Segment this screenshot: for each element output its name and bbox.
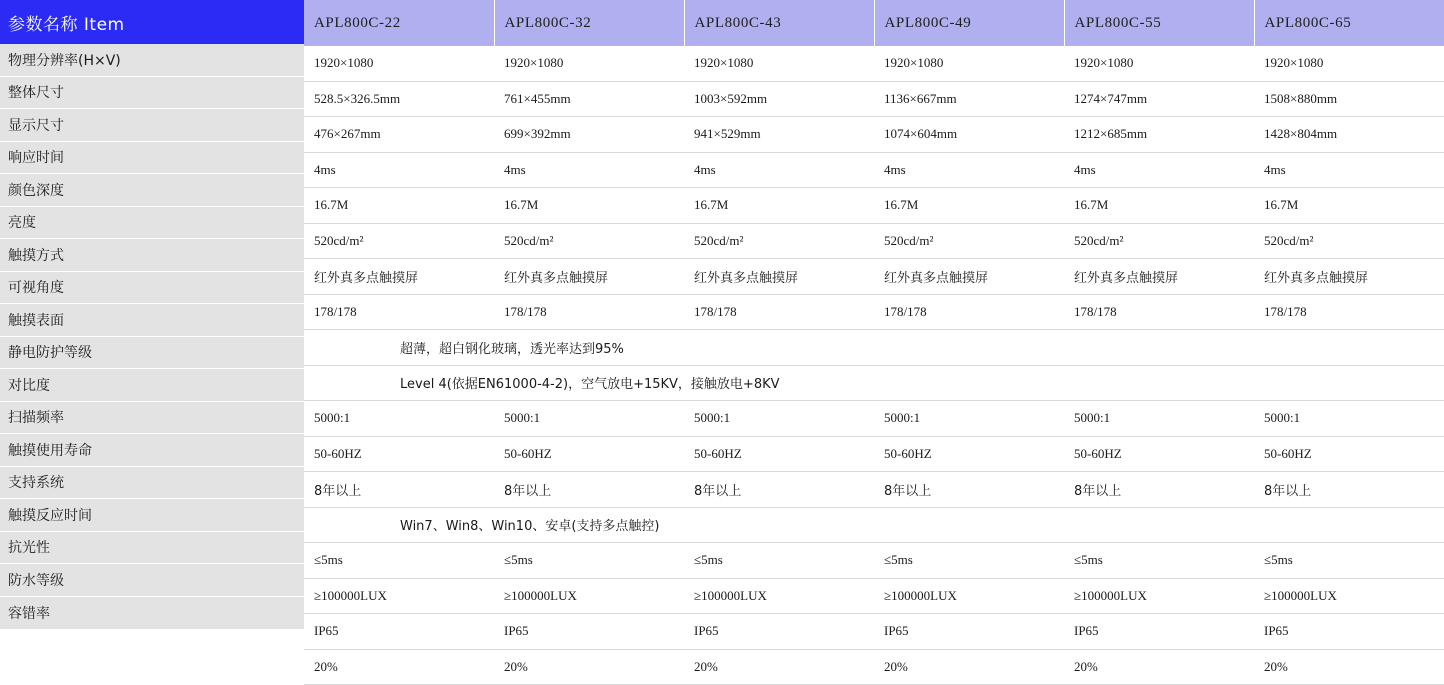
spec-cell: 1920×1080 — [1254, 46, 1444, 81]
spec-cell: 50-60HZ — [874, 436, 1064, 472]
spec-cell: 20% — [304, 649, 494, 685]
spec-cell: ≤5ms — [1064, 543, 1254, 579]
spec-cell: 16.7M — [1254, 188, 1444, 224]
spec-cell: 8年以上 — [494, 472, 684, 508]
spec-cell: 50-60HZ — [1064, 436, 1254, 472]
spec-cell: 50-60HZ — [304, 436, 494, 472]
column-header: APL800C-65 — [1254, 0, 1444, 46]
spec-cell: 1003×592mm — [684, 81, 874, 117]
spec-cell: 520cd/m² — [1064, 223, 1254, 259]
spec-cell: 520cd/m² — [1254, 223, 1444, 259]
spec-cell-merged: Win7、Win8、Win10、安卓(支持多点触控) — [304, 507, 1444, 543]
table-row — [304, 259, 1444, 295]
spec-cell: ≤5ms — [494, 543, 684, 579]
spec-cell: 178/178 — [874, 294, 1064, 330]
row-label: 支持系统 — [0, 467, 304, 500]
column-header: APL800C-43 — [684, 0, 874, 46]
spec-cell: 178/178 — [684, 294, 874, 330]
spec-cell: IP65 — [1254, 614, 1444, 650]
spec-cell: 178/178 — [1064, 294, 1254, 330]
spec-cell: 8年以上 — [684, 472, 874, 508]
spec-cell: 50-60HZ — [494, 436, 684, 472]
spec-cell: IP65 — [874, 614, 1064, 650]
row-label: 防水等级 — [0, 564, 304, 597]
spec-cell: 1136×667mm — [874, 81, 1064, 117]
row-label-column — [0, 0, 304, 630]
spec-cell: IP65 — [1064, 614, 1254, 650]
spec-cell-merged: Level 4(依据EN61000-4-2)，空气放电+15KV，接触放电+8KV — [304, 365, 1444, 401]
spec-cell: 4ms — [874, 152, 1064, 188]
spec-cell: IP65 — [684, 614, 874, 650]
column-header: APL800C-49 — [874, 0, 1064, 46]
row-label: 触摸表面 — [0, 304, 304, 337]
table-row — [304, 472, 1444, 508]
spec-cell: 16.7M — [684, 188, 874, 224]
spec-cell: 4ms — [684, 152, 874, 188]
table-row — [304, 188, 1444, 224]
row-label: 整体尺寸 — [0, 77, 304, 110]
row-label: 触摸方式 — [0, 239, 304, 272]
spec-cell: 5000:1 — [874, 401, 1064, 437]
spec-cell: 520cd/m² — [494, 223, 684, 259]
table-row — [304, 46, 1444, 81]
table-row — [304, 614, 1444, 650]
spec-cell: 5000:1 — [304, 401, 494, 437]
table-header-row — [304, 0, 1444, 46]
spec-cell: IP65 — [304, 614, 494, 650]
spec-cell: ≥100000LUX — [304, 578, 494, 614]
spec-cell: ≥100000LUX — [494, 578, 684, 614]
table-row — [304, 436, 1444, 472]
table-row — [304, 223, 1444, 259]
row-label: 响应时间 — [0, 142, 304, 175]
table-row — [304, 294, 1444, 330]
spec-cell: IP65 — [494, 614, 684, 650]
spec-cell: 476×267mm — [304, 117, 494, 153]
spec-cell: 8年以上 — [874, 472, 1064, 508]
spec-cell: 20% — [874, 649, 1064, 685]
column-header: APL800C-55 — [1064, 0, 1254, 46]
spec-values-column — [304, 0, 1444, 674]
table-row — [304, 507, 1444, 543]
spec-cell: 红外真多点触摸屏 — [304, 259, 494, 295]
spec-cell: 8年以上 — [304, 472, 494, 508]
spec-cell: 红外真多点触摸屏 — [874, 259, 1064, 295]
row-label: 对比度 — [0, 369, 304, 402]
table-row — [304, 649, 1444, 685]
table-row — [304, 117, 1444, 153]
spec-table — [304, 0, 1444, 685]
column-header: APL800C-22 — [304, 0, 494, 46]
spec-cell: ≤5ms — [874, 543, 1064, 579]
spec-cell: ≤5ms — [684, 543, 874, 579]
table-row — [304, 81, 1444, 117]
spec-cell: 20% — [684, 649, 874, 685]
spec-cell: 4ms — [1254, 152, 1444, 188]
spec-cell: 红外真多点触摸屏 — [684, 259, 874, 295]
spec-cell: 1920×1080 — [1064, 46, 1254, 81]
spec-cell: 520cd/m² — [874, 223, 1064, 259]
table-row — [304, 543, 1444, 579]
spec-cell: 1428×804mm — [1254, 117, 1444, 153]
spec-cell: ≥100000LUX — [874, 578, 1064, 614]
spec-cell: 50-60HZ — [1254, 436, 1444, 472]
spec-cell: 178/178 — [1254, 294, 1444, 330]
spec-cell: 1508×880mm — [1254, 81, 1444, 117]
spec-cell: 20% — [1254, 649, 1444, 685]
spec-cell: 5000:1 — [684, 401, 874, 437]
spec-cell: 699×392mm — [494, 117, 684, 153]
spec-cell: 520cd/m² — [684, 223, 874, 259]
spec-cell: 941×529mm — [684, 117, 874, 153]
spec-cell: 红外真多点触摸屏 — [1064, 259, 1254, 295]
spec-cell: ≥100000LUX — [684, 578, 874, 614]
spec-cell: 8年以上 — [1064, 472, 1254, 508]
spec-cell: 8年以上 — [1254, 472, 1444, 508]
row-label: 容错率 — [0, 597, 304, 630]
spec-cell: 520cd/m² — [304, 223, 494, 259]
spec-cell: ≤5ms — [1254, 543, 1444, 579]
spec-cell-merged: 超薄，超白钢化玻璃，透光率达到95% — [304, 330, 1444, 366]
spec-cell: 20% — [1064, 649, 1254, 685]
spec-cell: 1212×685mm — [1064, 117, 1254, 153]
spec-cell: 5000:1 — [1254, 401, 1444, 437]
spec-cell: 红外真多点触摸屏 — [494, 259, 684, 295]
row-label: 物理分辨率(H×V) — [0, 44, 304, 77]
row-header-title: 参数名称 Item — [0, 0, 304, 44]
spec-cell: 16.7M — [1064, 188, 1254, 224]
spec-cell: 528.5×326.5mm — [304, 81, 494, 117]
spec-cell: 1920×1080 — [494, 46, 684, 81]
spec-cell: 178/178 — [494, 294, 684, 330]
spec-cell: 1074×604mm — [874, 117, 1064, 153]
row-label: 静电防护等级 — [0, 337, 304, 370]
spec-cell: 16.7M — [304, 188, 494, 224]
spec-cell: 1920×1080 — [684, 46, 874, 81]
row-label: 可视角度 — [0, 272, 304, 305]
table-row — [304, 365, 1444, 401]
spec-cell: 50-60HZ — [684, 436, 874, 472]
spec-cell: 5000:1 — [1064, 401, 1254, 437]
spec-cell: 1920×1080 — [874, 46, 1064, 81]
row-label: 颜色深度 — [0, 174, 304, 207]
spec-cell: 4ms — [1064, 152, 1254, 188]
spec-cell: 4ms — [304, 152, 494, 188]
table-row — [304, 330, 1444, 366]
spec-cell: 761×455mm — [494, 81, 684, 117]
table-row — [304, 578, 1444, 614]
spec-cell: ≥100000LUX — [1254, 578, 1444, 614]
spec-cell: ≥100000LUX — [1064, 578, 1254, 614]
spec-cell: 红外真多点触摸屏 — [1254, 259, 1444, 295]
column-header: APL800C-32 — [494, 0, 684, 46]
spec-cell: 5000:1 — [494, 401, 684, 437]
spec-cell: 4ms — [494, 152, 684, 188]
spec-cell: ≤5ms — [304, 543, 494, 579]
spec-cell: 178/178 — [304, 294, 494, 330]
spec-cell: 1920×1080 — [304, 46, 494, 81]
row-label: 亮度 — [0, 207, 304, 240]
spec-cell: 16.7M — [494, 188, 684, 224]
row-label: 触摸反应时间 — [0, 499, 304, 532]
table-row — [304, 152, 1444, 188]
row-label: 抗光性 — [0, 532, 304, 565]
spec-cell: 1274×747mm — [1064, 81, 1254, 117]
row-label: 扫描频率 — [0, 402, 304, 435]
spec-cell: 16.7M — [874, 188, 1064, 224]
row-label: 触摸使用寿命 — [0, 434, 304, 467]
table-row — [304, 401, 1444, 437]
row-label: 显示尺寸 — [0, 109, 304, 142]
spec-cell: 20% — [494, 649, 684, 685]
